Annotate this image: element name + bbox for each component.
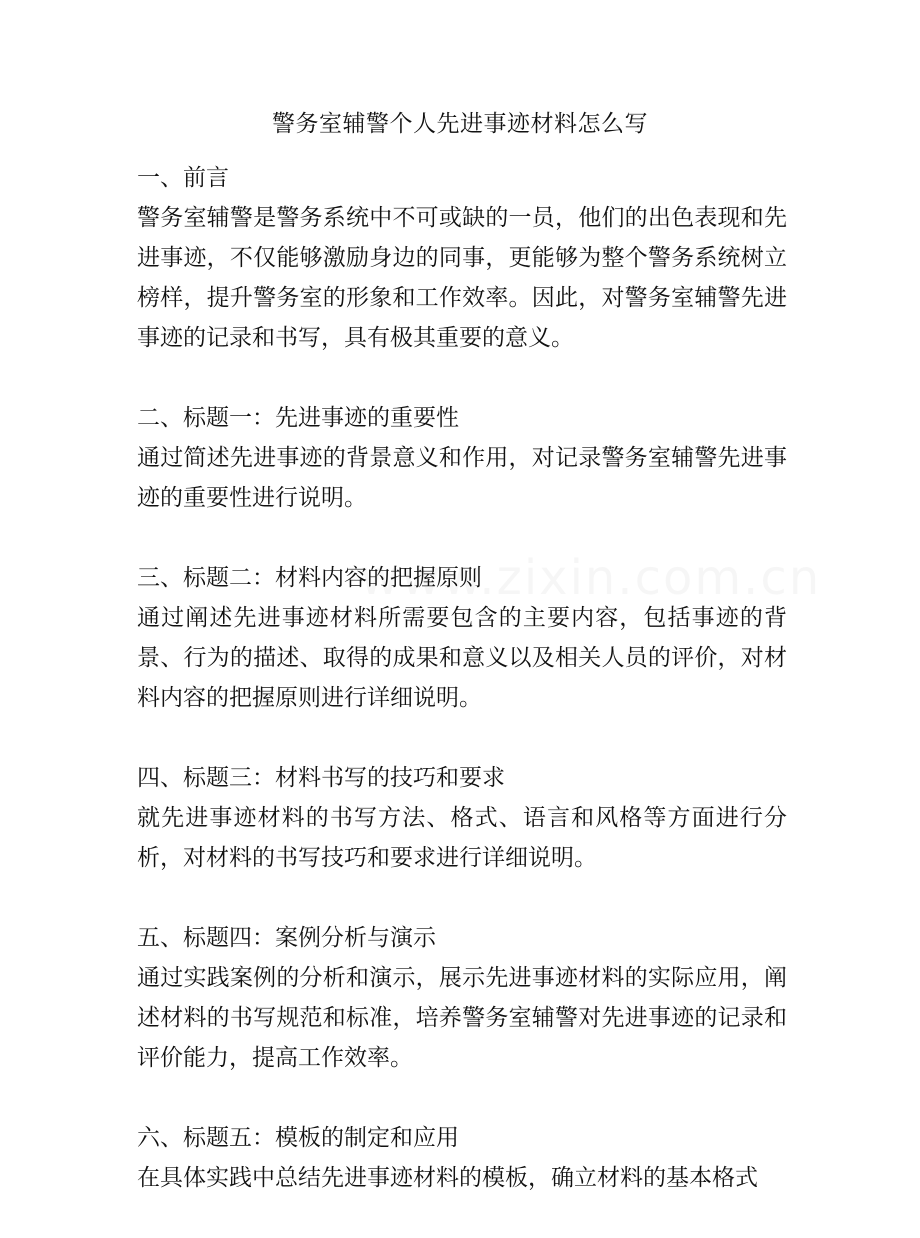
- section-heading: 二、标题一：先进事迹的重要性: [137, 405, 459, 431]
- section-writing-skills: [137, 758, 787, 878]
- section-paragraph: 通过实践案例的分析和演示，展示先进事迹材料的实际应用，阐述材料的书写规范和标准，培养警务室辅警对先进事迹的记录和评价能力，提高工作效率。: [137, 965, 787, 1071]
- document-body: [137, 158, 787, 1238]
- section-template: [137, 1118, 787, 1198]
- section-paragraph: 在具体实践中总结先进事迹材料的模板，确立材料的基本格式: [137, 1165, 758, 1191]
- document-title: 警务室辅警个人先进事迹材料怎么写: [272, 111, 648, 137]
- section-paragraph: 通过阐述先进事迹材料所需要包含的主要内容，包括事迹的背景、行为的描述、取得的成果和意义以及相关人员的评价，对材料内容的把握原则进行详细说明。: [137, 605, 787, 711]
- section-content-principles: [137, 558, 787, 718]
- section-paragraph: 警务室辅警是警务系统中不可或缺的一员，他们的出色表现和先进事迹，不仅能够激励身边的同事，更能够为整个警务系统树立榜样，提升警务室的形象和工作效率。因此，对警务室辅警先进事迹的记录和书写，具有极其重要的意义。: [137, 205, 787, 351]
- section-importance: [137, 398, 787, 518]
- section-heading: 四、标题三：材料书写的技巧和要求: [137, 765, 505, 791]
- section-heading: 六、标题五：模板的制定和应用: [137, 1125, 459, 1151]
- section-paragraph: 就先进事迹材料的书写方法、格式、语言和风格等方面进行分析，对材料的书写技巧和要求进行详细说明。: [137, 805, 787, 871]
- section-heading: 五、标题四：案例分析与演示: [137, 925, 436, 951]
- section-paragraph: 通过简述先进事迹的背景意义和作用，对记录警务室辅警先进事迹的重要性进行说明。: [137, 445, 787, 511]
- section-case-analysis: [137, 918, 787, 1078]
- section-heading: 一、前言: [137, 165, 229, 191]
- section-foreword: [137, 158, 787, 358]
- section-heading: 三、标题二：材料内容的把握原则: [137, 565, 482, 591]
